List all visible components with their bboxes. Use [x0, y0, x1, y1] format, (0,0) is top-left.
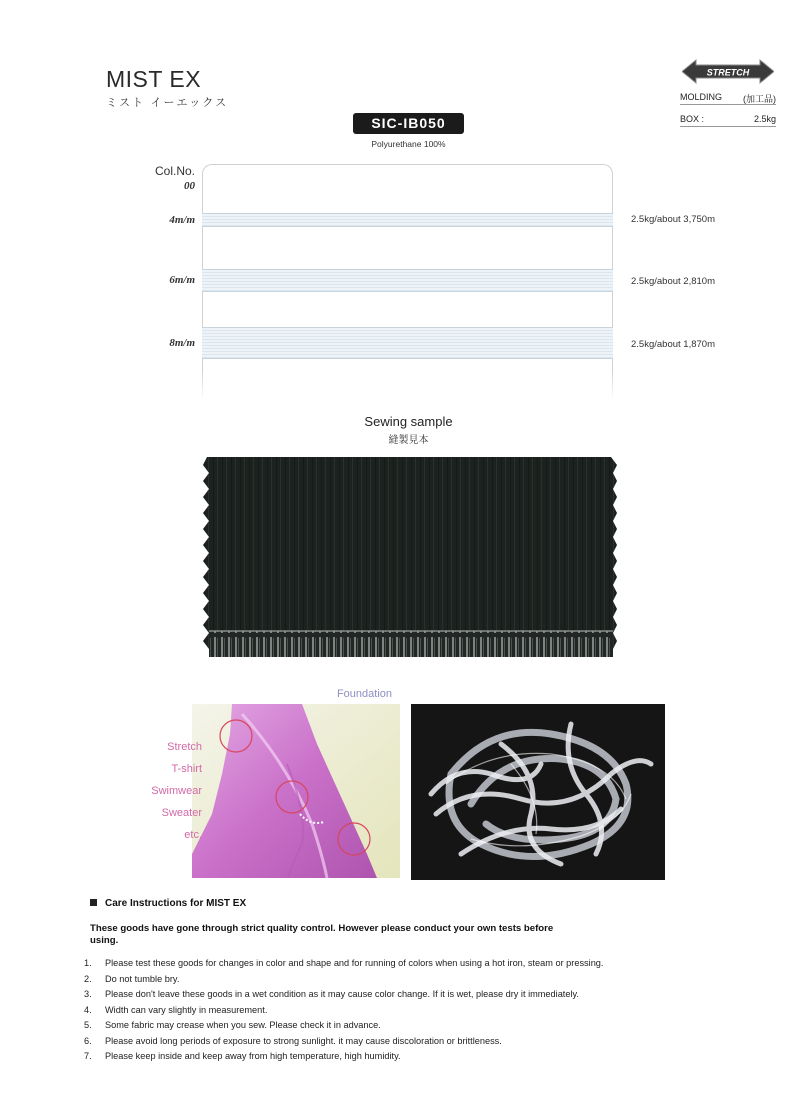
product-title: MIST EX: [106, 66, 202, 92]
material-composition: Polyurethane 100%: [371, 139, 446, 149]
usage-foundation: Foundation: [336, 688, 392, 700]
care-heading-text: Care Instructions for MIST EX: [105, 898, 247, 909]
size-label-8mm: 8m/m: [169, 337, 195, 349]
usage-list-left: [100, 736, 202, 846]
care-item: 2. Do not tumble bry.: [84, 973, 180, 984]
swatch-band-8mm: [202, 327, 613, 359]
usage-sweater: Sweater: [161, 807, 202, 819]
usage-etc: etc.: [184, 829, 202, 841]
spec-molding: [680, 92, 776, 105]
swatch-band-6mm: [202, 269, 613, 292]
usage-swimwear: Swimwear: [151, 785, 202, 797]
care-item: 5. Some fabric may crease when you sew. Please check it in advance.: [84, 1020, 381, 1030]
spec-box-label: BOX :: [680, 114, 705, 124]
bullet-square-icon: [90, 899, 97, 906]
swatch-band-4mm: [202, 213, 613, 227]
size-label-6mm: 6m/m: [169, 274, 195, 286]
yield-6mm: 2.5kg/about 2,810m: [631, 276, 715, 287]
care-item: 1. Please test these goods for changes in color and shape and for running of colors when using a hot iron, steam or pressing.: [84, 958, 604, 968]
care-instructions-list: [84, 958, 664, 1067]
product-code-badge: SIC-IB050: [353, 113, 464, 134]
sewing-sample-title: Sewing sample: [364, 414, 453, 429]
yield-8mm: 2.5kg/about 1,870m: [631, 339, 715, 350]
stretch-badge: [682, 58, 774, 85]
care-intro-text: These goods have gone through strict quality control. However please conduct your own tests before using.: [90, 923, 554, 946]
size-label-4mm: 4m/m: [169, 214, 195, 226]
care-item: 7. Please keep inside and keep away from high temperature, high humidity.: [84, 1051, 401, 1061]
elastic-tape-product-photo: [411, 704, 665, 880]
spec-molding-value: (加工品): [743, 94, 776, 104]
stretch-badge-text: STRETCH: [706, 67, 750, 78]
care-instructions-heading: [90, 898, 246, 909]
care-item: 6. Please avoid long periods of exposure to strong sunlight. it may cause discoloration or brittleness.: [84, 1035, 502, 1046]
yield-4mm: 2.5kg/about 3,750m: [631, 214, 715, 225]
spec-box-value: 2.5kg: [753, 114, 776, 124]
sewing-sample-subtitle: 縫製見本: [388, 435, 429, 446]
spec-box: [680, 114, 776, 127]
spec-molding-label: MOLDING: [680, 92, 723, 102]
product-subtitle-katakana: ミスト イーエックス: [106, 96, 229, 109]
col-no-label: Col.No.: [154, 164, 195, 178]
garment-usage-image: [192, 704, 400, 878]
sewing-sample-fabric-image: [199, 453, 619, 659]
care-item: 3. Please don't leave these goods in a wet condition as it may cause color change. If it is wet, please dry it immediately.: [84, 989, 579, 999]
usage-stretch: Stretch: [167, 741, 202, 753]
usage-tshirt: T-shirt: [171, 763, 202, 775]
care-item: 4. Width can vary slightly in measurement.: [84, 1004, 268, 1015]
col-no-value: 00: [184, 180, 195, 192]
